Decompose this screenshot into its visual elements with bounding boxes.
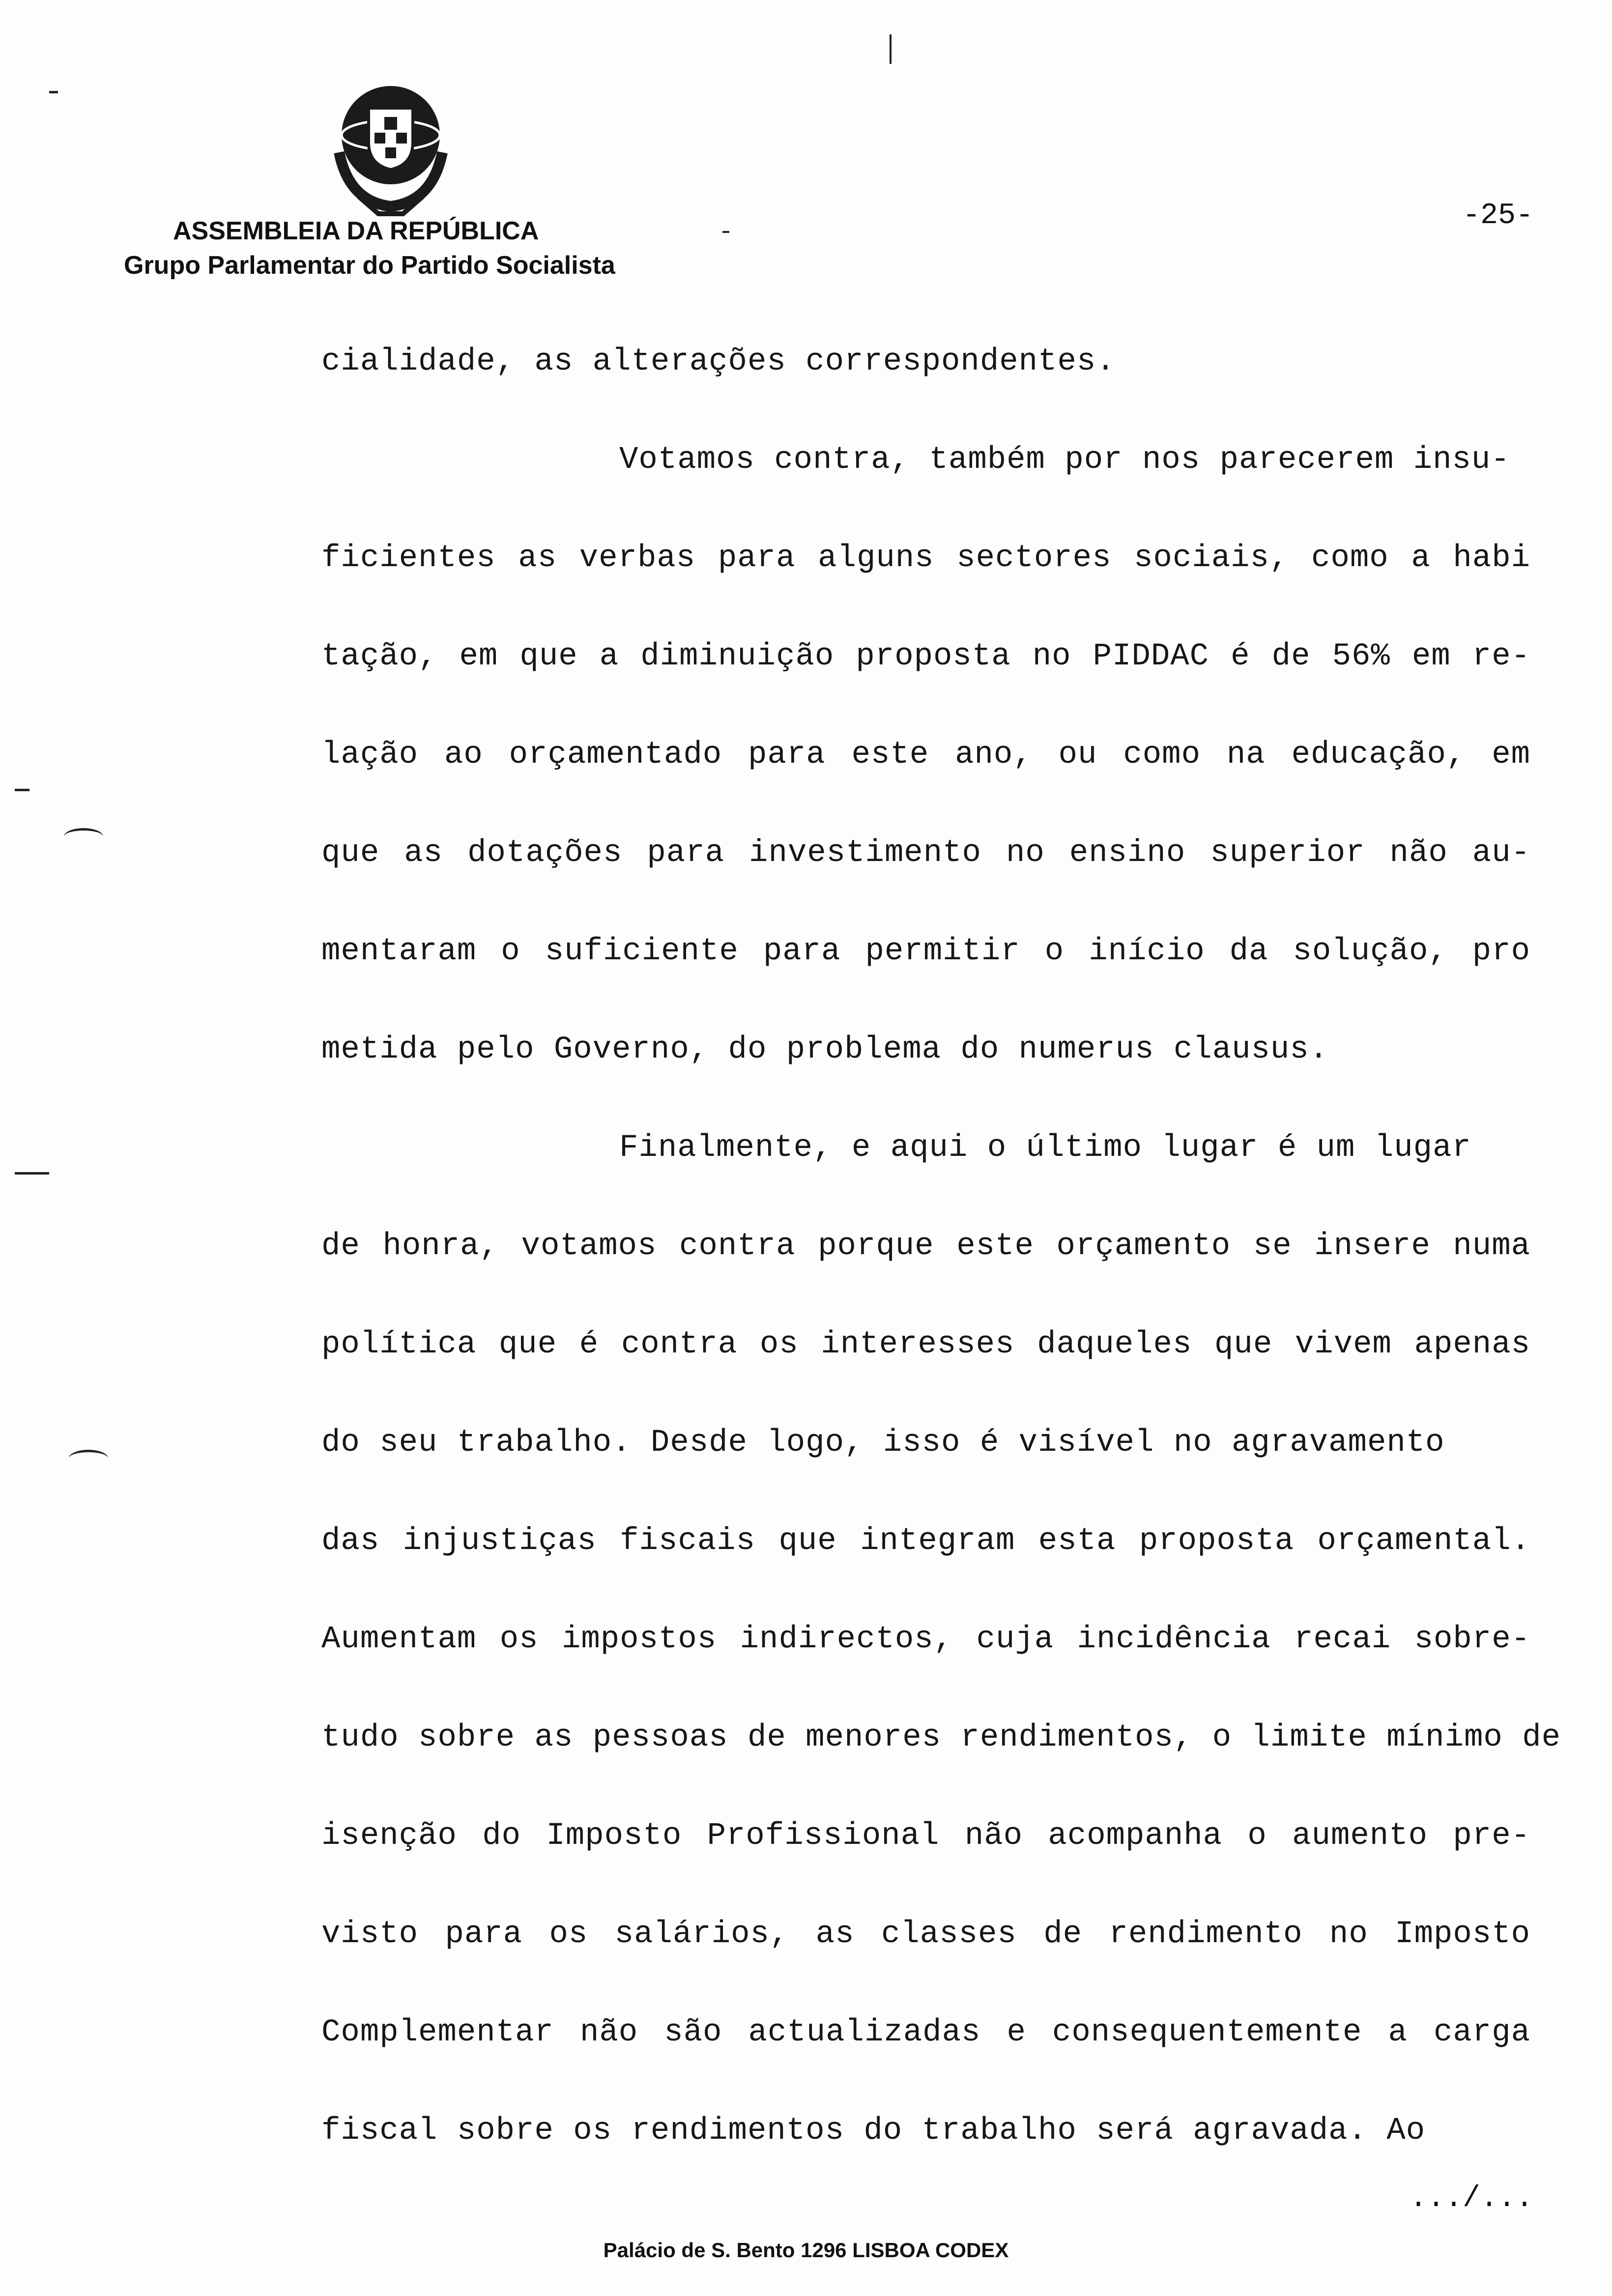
coat-of-arms-icon bbox=[329, 79, 452, 216]
body-line: fiscal sobre os rendimentos do trabalho será agravada. Ao bbox=[321, 2113, 1426, 2149]
scan-mark bbox=[15, 1172, 49, 1175]
scan-mark bbox=[49, 91, 58, 93]
scan-mark bbox=[64, 828, 103, 845]
body-line: tudo sobre as pessoas de menores rendimentos, o limite mínimo de bbox=[321, 1720, 1561, 1755]
body-line: metida pelo Governo, do problema do numerus clausus. bbox=[321, 1032, 1329, 1067]
body-line: ficientes as verbas para alguns sectores sociais, como a habi bbox=[321, 541, 1530, 576]
page-number: -25- bbox=[1462, 199, 1533, 232]
body-line: Complementar não são actualizadas e consequentemente a carga bbox=[321, 2015, 1530, 2050]
institution-name: ASSEMBLEIA DA REPÚBLICA bbox=[173, 217, 539, 245]
body-line: tação, em que a diminuição proposta no PIDDAC é de 56% em re- bbox=[321, 639, 1530, 674]
footer-address: Palácio de S. Bento 1296 LISBOA CODEX bbox=[603, 2239, 1009, 2262]
body-line: visto para os salários, as classes de rendimento no Imposto bbox=[321, 1917, 1530, 1952]
body-line: das injustiças fiscais que integram esta proposta orçamental. bbox=[321, 1523, 1530, 1559]
body-line: que as dotações para investimento no ensino superior não au- bbox=[321, 835, 1530, 871]
body-line: Votamos contra, também por nos parecerem insu- bbox=[619, 442, 1510, 478]
scan-mark bbox=[69, 1450, 108, 1467]
body-line: de honra, votamos contra porque este orçamento se insere numa bbox=[321, 1229, 1530, 1264]
body-line: isenção do Imposto Profissional não acompanha o aumento pre- bbox=[321, 1818, 1530, 1854]
body-line: Aumentam os impostos indirectos, cuja incidência recai sobre- bbox=[321, 1622, 1530, 1657]
continuation-mark: .../... bbox=[1409, 2182, 1533, 2215]
body-line: mentaram o suficiente para permitir o início da solução, pro bbox=[321, 934, 1530, 969]
scan-mark bbox=[722, 231, 729, 233]
scan-mark bbox=[15, 789, 29, 791]
body-line: Finalmente, e aqui o último lugar é um lugar bbox=[619, 1130, 1471, 1166]
body-line: do seu trabalho. Desde logo, isso é visível no agravamento bbox=[321, 1425, 1445, 1461]
body-line: lação ao orçamentado para este ano, ou como na educação, em bbox=[321, 737, 1530, 773]
body-line: cialidade, as alterações correspondentes. bbox=[321, 344, 1116, 379]
parliamentary-group-name: Grupo Parlamentar do Partido Socialista bbox=[124, 251, 615, 280]
body-line: política que é contra os interesses daqueles que vivem apenas bbox=[321, 1327, 1530, 1362]
scan-mark bbox=[890, 34, 892, 64]
